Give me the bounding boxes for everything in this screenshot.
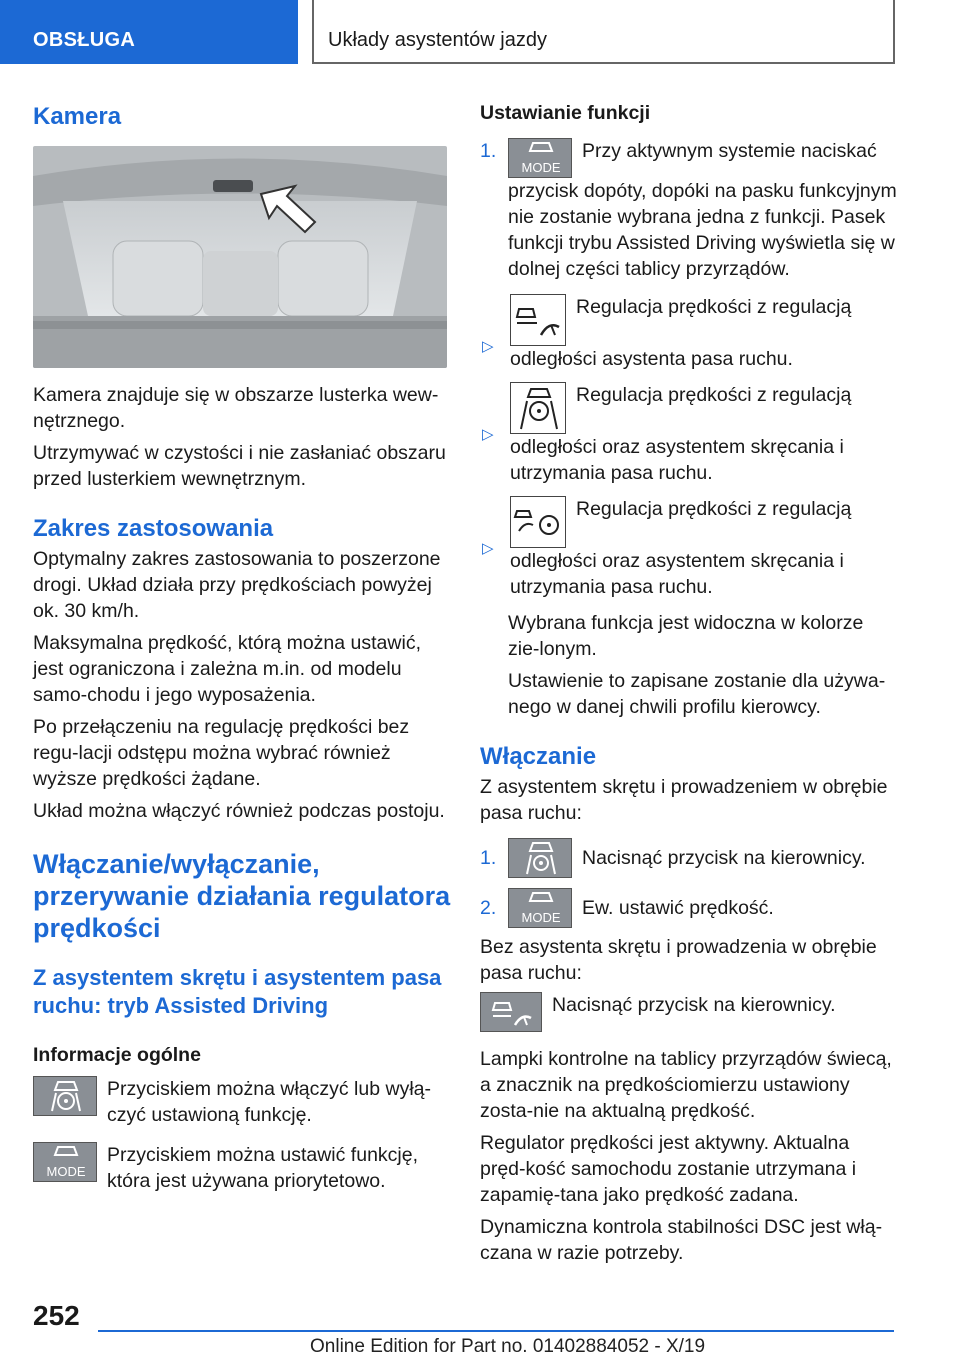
- mode-label: MODE: [521, 910, 561, 925]
- on-step-1: [480, 838, 900, 878]
- option-1-text: Regulacja prędkości z regulacją odległości asystenta pasa ruchu.: [510, 296, 852, 370]
- on-text-3: Lampki kontrolne na tablicy przyrządów świecą, a znacznik na prędkościomierzu ustawiony zosta-nie na aktualną prędkość.: [480, 1048, 892, 1122]
- steering-assist-button-icon: [508, 838, 572, 878]
- on-item-1: [480, 992, 900, 1032]
- range-heading: Zakres zastosowania: [33, 515, 274, 542]
- on-step-1-number: 1.: [480, 847, 497, 869]
- range-text-4: Układ można włączyć również podczas postoju.: [33, 800, 445, 822]
- right-column: [480, 100, 900, 1272]
- steering-assist-button-icon: [33, 1076, 97, 1116]
- option-1: [480, 294, 900, 372]
- general-item-1: [33, 1076, 451, 1128]
- mode-button-icon: [33, 1142, 97, 1182]
- on-step-1-text: Nacisnąć przycisk na kierownicy.: [582, 847, 866, 869]
- acc-lane-icon: [510, 294, 566, 346]
- on-step-2: [480, 888, 900, 928]
- camera-photo: [33, 146, 447, 368]
- range-text-3: Po przełączeniu na regulację prędkości bez regu-lacji odstępu można wybrać również wyższe prędkości żądane.: [33, 716, 410, 790]
- footer-divider: [98, 1330, 894, 1332]
- general-item-2: [33, 1142, 451, 1194]
- on-step-2-number: 2.: [480, 897, 497, 919]
- range-text-2: Maksymalna prędkość, którą można ustawić, jest ograniczona i zależna m.in. od modelu samo-chodu i jego wyposażenia.: [33, 632, 421, 706]
- on-heading: Włączanie: [480, 743, 597, 770]
- chapter-tab: [312, 0, 895, 64]
- on-text-1: Z asystentem skrętu i prowadzeniem w obrębie pasa ruchu:: [480, 776, 888, 824]
- footer-edition: Online Edition for Part no. 01402884052 - X/19: [310, 1336, 706, 1357]
- section-label: OBSŁUGA: [33, 29, 136, 51]
- mode-label: MODE: [46, 1164, 86, 1179]
- switch-heading: Włączanie/wyłączanie, przerywanie działania regulatora prędkości: [33, 849, 451, 943]
- mode-button-icon: [508, 888, 572, 928]
- chapter-label: Układy asystentów jazdy: [328, 29, 547, 51]
- option-3-bullet: ▷: [482, 540, 494, 557]
- option-1-bullet: ▷: [482, 338, 494, 355]
- acc-steering-icon: [510, 496, 566, 548]
- set-text-2: Ustawienie to zapisane zostanie dla używa-nego w danej chwili profilu kierowcy.: [508, 670, 886, 718]
- assist-heading: Z asystentem skrętu i asystentem pasa ruchu: tryb Assisted Driving: [33, 965, 442, 1018]
- step-1-number: 1.: [480, 140, 497, 162]
- range-text-1: Optymalny zakres zastosowania to poszerzone drogi. Układ działa przy prędkościach powyżej ok. 30 km/h.: [33, 548, 441, 622]
- camera-heading: Kamera: [33, 103, 122, 130]
- option-2-text: Regulacja prędkości z regulacją odległości oraz asystentem skręcania i utrzymania pasa ruchu.: [510, 384, 852, 484]
- set-heading: Ustawianie funkcji: [480, 102, 651, 124]
- page-number: 252: [33, 1300, 80, 1331]
- on-text-2: Bez asystenta skrętu i prowadzenia w obrębie pasa ruchu:: [480, 936, 877, 984]
- option-3: [480, 496, 900, 600]
- on-text-5: Dynamiczna kontrola stabilności DSC jest włą-czana w razie potrzeby.: [480, 1216, 883, 1264]
- step-1: [480, 138, 900, 282]
- on-item-1-text: Nacisnąć przycisk na kierownicy.: [552, 994, 836, 1016]
- general-item-1-text: Przyciskiem można włączyć lub wyłą-czyć ustawioną funkcję.: [107, 1078, 431, 1126]
- set-text-1: Wybrana funkcja jest widoczna w kolorze zie-lonym.: [508, 612, 864, 660]
- option-3-text: Regulacja prędkości z regulacją odległości oraz asystentem skręcania i utrzymania pasa ruchu.: [510, 498, 852, 598]
- option-2: [480, 382, 900, 486]
- option-2-bullet: ▷: [482, 426, 494, 443]
- left-column: [33, 100, 451, 1208]
- general-heading: Informacje ogólne: [33, 1044, 201, 1066]
- on-text-4: Regulator prędkości jest aktywny. Aktualna pręd-kość samochodu zostanie utrzymana i zapamię-tana jako prędkość zadana.: [480, 1132, 857, 1206]
- rear-window-illustration: [33, 146, 447, 368]
- step-1-text: Przy aktywnym systemie naciskać przycisk dopóty, dopóki na pasku funkcyjnym nie zostanie wybrana jedna z funkcji. Pasek funkcji trybu Assisted Driving wyświetla się w dolnej części tablicy przyrządów.: [508, 140, 897, 280]
- camera-text-1: Kamera znajduje się w obszarze lusterka wew-nętrznego.: [33, 384, 439, 432]
- on-step-2-text: Ew. ustawić prędkość.: [582, 897, 774, 919]
- camera-text-2: Utrzymywać w czystości i nie zasłaniać obszaru przed lusterkiem wewnętrznym.: [33, 442, 446, 490]
- steering-lane-icon: [510, 382, 566, 434]
- mode-label: MODE: [521, 160, 561, 175]
- mode-button-icon: [508, 138, 572, 178]
- general-item-2-text: Przyciskiem można ustawić funkcję, która jest używana priorytetowo.: [107, 1144, 419, 1192]
- acc-button-icon: [480, 992, 542, 1032]
- section-tab: [0, 0, 298, 64]
